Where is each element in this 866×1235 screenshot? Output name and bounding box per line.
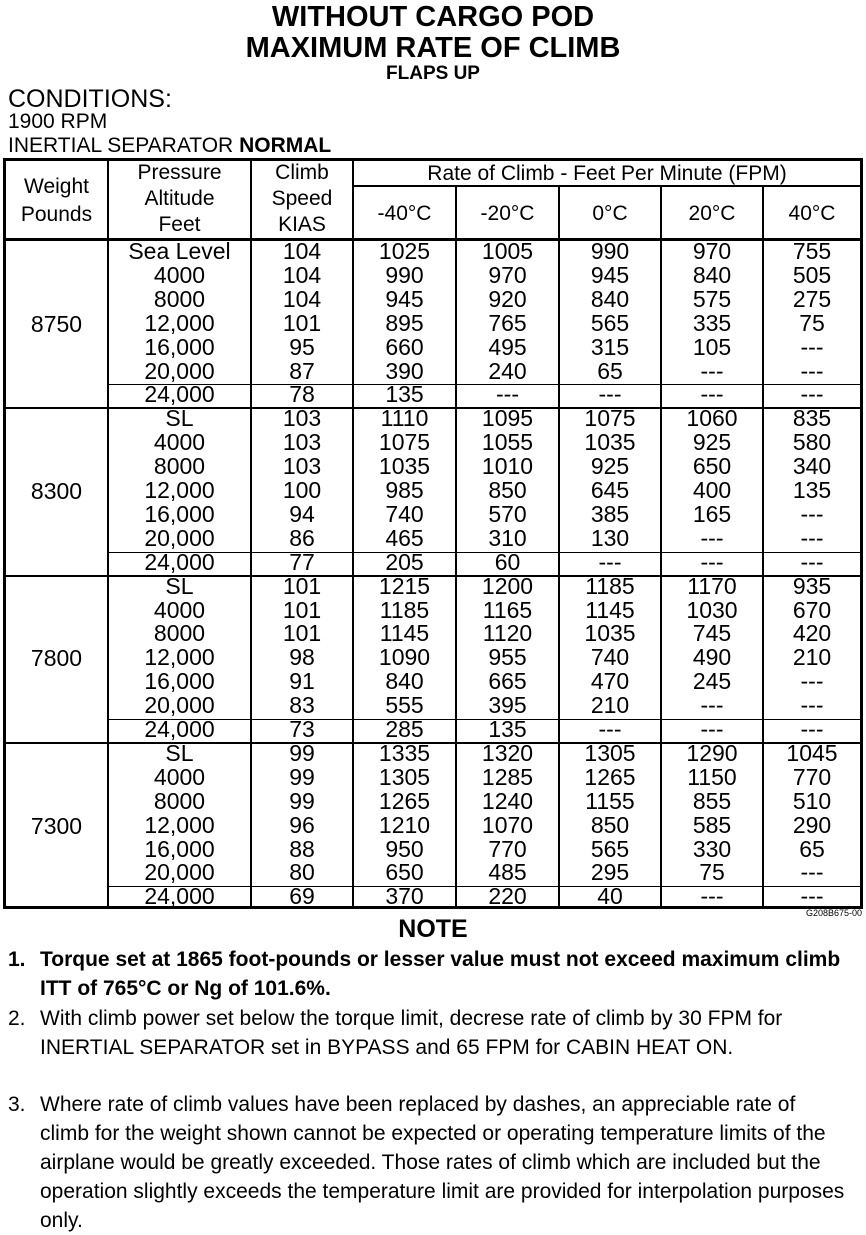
rate-cell: --- [700,548,724,575]
rate-cell: 585 [692,811,732,838]
rate-cell: --- [800,859,824,886]
rate-cell: --- [496,381,519,408]
header-altitude-line3: Feet [158,213,201,236]
rate-cell: 135 [385,381,424,408]
note-text: Where rate of climb values have been replaced by dashes, an appreciable rate of climb for the weight shown cannot be expected or operating temperature limits of the airplane would be greatly exceeded. Those rates of climb which are included but the operation slightly exceeds the temperature limit are provided for interpolation purposes only. [40,1093,845,1232]
rate-cell: 990 [385,261,424,288]
altitude-cell: 12,000 [144,811,215,838]
rate-cell: 1240 [481,787,534,814]
rate-cell: 670 [792,596,832,623]
rate-cell: 390 [385,357,424,384]
rate-cell: 1090 [378,644,431,671]
rate-cell: 40 [597,883,623,910]
rate-cell: 165 [692,500,732,527]
rate-cell: 580 [792,429,832,456]
altitude-cell: SL [165,739,194,766]
rate-cell: --- [800,668,824,695]
rate-cell: 565 [590,835,630,862]
speed-cell: 83 [289,692,315,719]
rate-cell: 1215 [378,572,431,599]
speed-cell: 101 [282,596,322,623]
rate-cell: 130 [590,524,630,551]
climb-table [3,158,863,909]
note-item-3 [8,1090,858,1235]
rate-cell: 495 [488,333,527,360]
speed-cell: 103 [282,429,322,456]
speed-cell: 94 [289,500,315,527]
weight-label: 8750 [30,310,83,337]
figure-code: G208B675-00 [805,908,862,918]
rate-cell: 1170 [687,572,737,599]
rate-cell: --- [700,716,724,742]
rate-cell: 75 [699,859,725,886]
header-weight-line2: Pounds [20,203,93,226]
rate-cell: 1265 [378,787,431,814]
rate-cell: 745 [692,620,732,647]
rate-cell: 1185 [379,596,430,623]
rate-cell: 315 [590,333,630,360]
rate-cell: 400 [692,477,732,503]
rate-cell: 955 [488,644,527,671]
speed-cell: 99 [289,739,315,766]
altitude-cell: 8000 [153,787,206,814]
note-item-1 [8,945,858,1003]
rate-cell: 505 [792,261,832,288]
rate-cell: 1070 [481,811,534,838]
speed-cell: 95 [289,333,315,360]
speed-cell: 98 [289,644,315,671]
header-speed-line3: KIAS [278,213,326,236]
rate-cell: 1005 [481,238,534,264]
rate-cell: 135 [792,477,832,503]
altitude-cell: 20,000 [144,524,215,551]
group-divider [6,742,860,744]
rate-cell: 650 [385,859,424,886]
rate-cell: 395 [488,692,527,719]
rate-cell: 1035 [584,429,636,456]
speed-cell: 77 [289,548,315,575]
altitude-cell: 24,000 [144,883,215,910]
rate-cell: 840 [590,285,630,312]
row-divider [108,552,860,553]
row-divider [108,384,860,385]
rate-cell: 1120 [482,620,533,647]
header-rate: Rate of Climb - Feet Per Minute (FPM) [427,162,787,185]
rate-cell: 770 [792,763,832,790]
rate-cell: 1305 [378,763,431,790]
altitude-cell: SL [165,405,194,432]
rate-cell: 1165 [482,596,533,623]
row-divider [108,886,860,887]
rate-cell: 1320 [481,739,534,766]
header-altitude-line2: Altitude [144,187,215,210]
rate-cell: 335 [692,309,732,336]
note-heading: NOTE [398,915,468,943]
rate-cell: 285 [385,716,424,742]
weight-label: 7800 [30,645,83,672]
rate-cell: 1030 [686,596,738,623]
altitude-cell: 16,000 [144,835,215,862]
rate-cell: --- [700,883,724,910]
rate-cell: 465 [385,524,424,551]
rate-cell: 835 [792,405,832,432]
rate-cell: --- [700,692,724,719]
header-altitude-line1: Pressure [137,161,222,184]
speed-cell: 104 [282,238,322,264]
header-speed-line1: Climb [275,161,329,184]
speed-cell: 88 [289,835,315,862]
rate-cell: 245 [692,668,732,695]
rate-cell: --- [800,883,824,910]
title-line-1: WITHOUT CARGO POD [271,1,595,33]
row-divider [108,719,860,720]
speed-cell: 103 [282,453,322,480]
rate-cell: 950 [385,835,424,862]
rate-cell: 65 [597,357,623,384]
rate-cell: 135 [488,716,527,742]
altitude-cell: 16,000 [144,333,215,360]
conditions-rpm: 1900 RPM [8,110,108,133]
rate-cell: 985 [385,477,424,503]
header-altitude [109,161,250,237]
note-text: With climb power set below the torque limit, decrese rate of climb by 30 FPM for INERTIAL SEPARATOR set in BYPASS and 65 FPM for CABIN HEAT ON. [40,1007,783,1059]
rate-cell: 220 [488,883,527,910]
altitude-cell: 12,000 [144,644,215,671]
note-number: 1. [8,948,26,971]
rate-cell: 935 [792,572,832,599]
altitude-cell: 16,000 [144,500,215,527]
altitude-cell: 20,000 [144,859,215,886]
rate-cell: 1145 [585,596,635,623]
speed-cell: 91 [289,668,315,695]
conditions-separator [8,135,331,157]
rate-cell: 925 [590,453,630,480]
speed-cell: 87 [289,357,315,384]
rate-cell: 65 [799,835,825,862]
header-weight [6,175,107,227]
rate-cell: 1145 [379,620,430,647]
rate-cell: 925 [692,429,732,456]
altitude-cell: 20,000 [144,692,215,719]
rate-cell: 240 [488,357,527,384]
rate-cell: 1035 [584,620,636,647]
rate-cell: 555 [385,692,424,719]
speed-cell: 96 [289,811,315,838]
rate-cell: 385 [590,500,630,527]
rate-cell: 840 [385,668,424,695]
rate-cell: 565 [590,309,630,336]
rate-cell: 210 [590,692,630,719]
subtitle-flaps: FLAPS UP [386,63,480,84]
rate-cell: 665 [488,668,527,695]
rate-cell: 765 [488,309,527,336]
speed-cell: 101 [282,572,322,599]
rate-cell: 490 [692,644,732,671]
rate-cell: 295 [590,859,630,886]
speed-cell: 100 [282,477,322,503]
rate-cell: --- [800,716,824,742]
rate-cell: 210 [792,644,832,671]
header-temp-m40: -40°C [377,202,432,225]
rate-cell: 1075 [584,405,636,432]
rate-cell: 770 [488,835,527,862]
header-temp-m20: -20°C [480,202,535,225]
conditions-heading: CONDITIONS: [8,85,172,113]
header-speed-line2: Speed [271,187,333,210]
note-number: 2. [8,1007,26,1030]
rate-cell: 755 [792,238,832,264]
altitude-cell: Sea Level [128,238,231,264]
rate-cell: 1285 [481,763,534,790]
altitude-cell: 24,000 [144,716,215,742]
speed-cell: 101 [282,309,322,336]
rate-cell: --- [700,357,724,384]
rate-cell: --- [598,716,622,742]
rate-cell: 1045 [786,739,838,766]
rate-cell: 570 [488,500,527,527]
rate-cell: --- [800,548,824,575]
note-item-2 [8,1004,858,1091]
rate-cell: 1025 [378,238,431,264]
rate-cell: 470 [590,668,630,695]
altitude-cell: 16,000 [144,668,215,695]
speed-cell: 101 [282,620,322,647]
rate-cell: --- [700,381,724,408]
altitude-cell: 8000 [153,453,206,480]
altitude-cell: 24,000 [144,381,215,408]
rate-cell: 275 [792,285,832,312]
rate-cell: 945 [385,285,424,312]
note-number: 3. [8,1093,26,1116]
rate-cell: 840 [692,261,732,288]
header-temp-20: 20°C [688,202,736,225]
rate-cell: 105 [692,333,732,360]
altitude-cell: SL [165,572,194,599]
rate-cell: 850 [590,811,630,838]
rate-cell: 1305 [584,739,636,766]
rate-cell: 645 [590,477,630,503]
rate-cell: 1060 [686,405,738,432]
rate-cell: 290 [792,811,832,838]
rate-cell: 485 [488,859,527,886]
speed-cell: 103 [282,405,322,432]
rate-cell: 1055 [481,429,534,456]
rate-cell: 740 [385,500,424,527]
weight-label: 7300 [30,812,83,839]
altitude-cell: 4000 [153,261,206,288]
separator-label: INERTIAL SEPARATOR [8,134,240,157]
rate-cell: 850 [488,477,527,503]
header-temp-40: 40°C [788,202,836,225]
speed-cell: 86 [289,524,315,551]
altitude-cell: 12,000 [144,477,215,503]
rate-cell: 895 [385,309,424,336]
speed-cell: 78 [289,381,315,408]
rate-cell: 920 [488,285,527,312]
rate-cell: 1010 [481,453,534,480]
rate-cell: 990 [590,238,630,264]
group-divider [6,407,860,409]
speed-cell: 99 [289,763,315,790]
speed-cell: 99 [289,787,315,814]
separator-value: NORMAL [239,134,332,157]
speed-cell: 69 [289,883,315,910]
rate-cell: --- [700,524,724,551]
rate-cell: 855 [692,787,732,814]
rate-cell: --- [598,548,622,575]
altitude-cell: 24,000 [144,548,215,575]
rate-cell: --- [800,381,824,408]
rate-cell: 1075 [378,429,431,456]
rate-cell: --- [800,357,824,384]
header-temp-0: 0°C [592,202,628,225]
rate-cell: 60 [494,548,521,575]
title-line-2: MAXIMUM RATE OF CLIMB [245,32,621,64]
rate-cell: 420 [792,620,832,647]
rate-cell: 650 [692,453,732,480]
rate-cell: 310 [488,524,527,551]
rate-cell: 945 [590,261,630,288]
rate-cell: 340 [792,453,832,480]
rate-cell: 970 [692,238,732,264]
rate-cell: 370 [385,883,424,910]
altitude-cell: 4000 [153,429,206,456]
altitude-cell: 8000 [153,620,206,647]
rate-cell: 1035 [378,453,431,480]
rate-cell: --- [800,524,824,551]
altitude-cell: 4000 [153,763,206,790]
group-divider [6,575,860,577]
rate-cell: 1265 [584,763,636,790]
altitude-cell: 12,000 [144,309,215,336]
rate-cell: --- [800,333,824,360]
altitude-cell: 20,000 [144,357,215,384]
speed-cell: 104 [282,261,322,288]
rate-cell: 1095 [481,405,534,432]
speed-cell: 80 [289,859,315,886]
rate-cell: 510 [792,787,832,814]
rate-cell: 330 [692,835,732,862]
rate-cell: 660 [385,333,424,360]
rate-cell: 1335 [378,739,431,766]
weight-label: 8300 [30,477,83,504]
note-text: Torque set at 1865 foot-pounds or lesser value must not exceed maximum climb ITT of 765°C or Ng of 101.6%. [40,948,841,1000]
altitude-cell: 8000 [153,285,206,312]
header-weight-line1: Weight [24,175,89,198]
altitude-cell: 4000 [153,596,206,623]
rate-cell: 205 [385,548,424,575]
header-speed [252,161,352,237]
rate-cell: 1210 [378,811,431,838]
rate-cell: 1185 [585,572,635,599]
rate-cell: --- [598,381,622,408]
rate-cell: 75 [799,309,825,336]
rate-cell: 1290 [686,739,738,766]
rate-cell: 1150 [687,763,737,790]
rate-cell: 575 [692,285,732,312]
rate-cell: 1110 [380,405,429,432]
rate-cell: 740 [590,644,630,671]
rate-cell: 970 [488,261,527,288]
rate-cell: --- [800,692,824,719]
rate-cell: --- [800,500,824,527]
rate-cell: 1155 [585,787,635,814]
rate-cell: 1200 [481,572,534,599]
speed-cell: 104 [282,285,322,312]
speed-cell: 73 [289,716,315,742]
